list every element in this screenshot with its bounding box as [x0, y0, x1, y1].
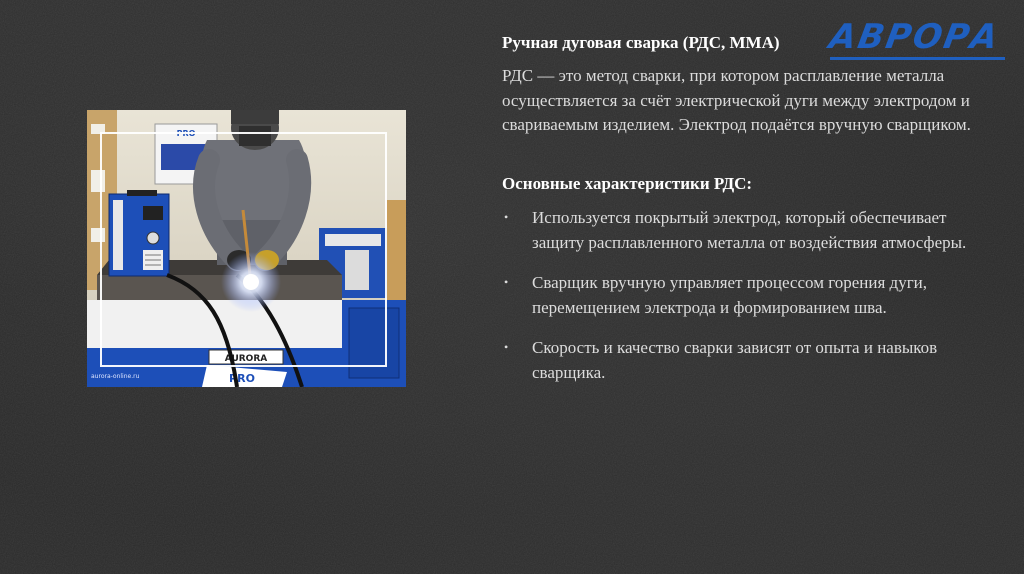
list-item	[502, 335, 972, 385]
list-item-text: Сварщик вручную управляет процессом горения дуги, перемещением электрода и формированием шва.	[532, 273, 928, 317]
bullet-icon: •	[504, 210, 509, 224]
intro-paragraph: РДС — это метод сварки, при котором расплавление металла осуществляется за счёт электрической дуги между электродом и свариваемым изделием. Электрод подаётся вручную сварщиком.	[502, 66, 971, 134]
characteristics-heading: Основные характеристики РДС:	[502, 174, 753, 193]
bullet-icon: •	[504, 275, 509, 289]
list-item-text: Скорость и качество сварки зависят от опыта и навыков сварщика.	[532, 338, 938, 382]
list-item	[502, 270, 972, 320]
logo-text: АВРОРА	[826, 17, 1003, 57]
list-item-text: Используется покрытый электрод, который обеспечивает защиту расплавленного металла от воздействия атмосферы.	[532, 208, 967, 252]
svg-text:AURORA: AURORA	[224, 354, 268, 364]
logo-underline	[830, 57, 1005, 60]
svg-text:PRO: PRO	[176, 129, 196, 138]
list-item	[502, 205, 972, 255]
photo-frame	[100, 132, 387, 367]
bullet-icon: •	[504, 340, 509, 354]
characteristics-list	[502, 205, 972, 400]
svg-text:PRO: PRO	[229, 372, 255, 385]
slide-title: Ручная дуговая сварка (РДС, ММА)	[502, 33, 780, 52]
welding-photo	[87, 110, 406, 387]
brand-logo	[826, 17, 1005, 62]
svg-text:aurora-online.ru: aurora-online.ru	[91, 373, 140, 380]
